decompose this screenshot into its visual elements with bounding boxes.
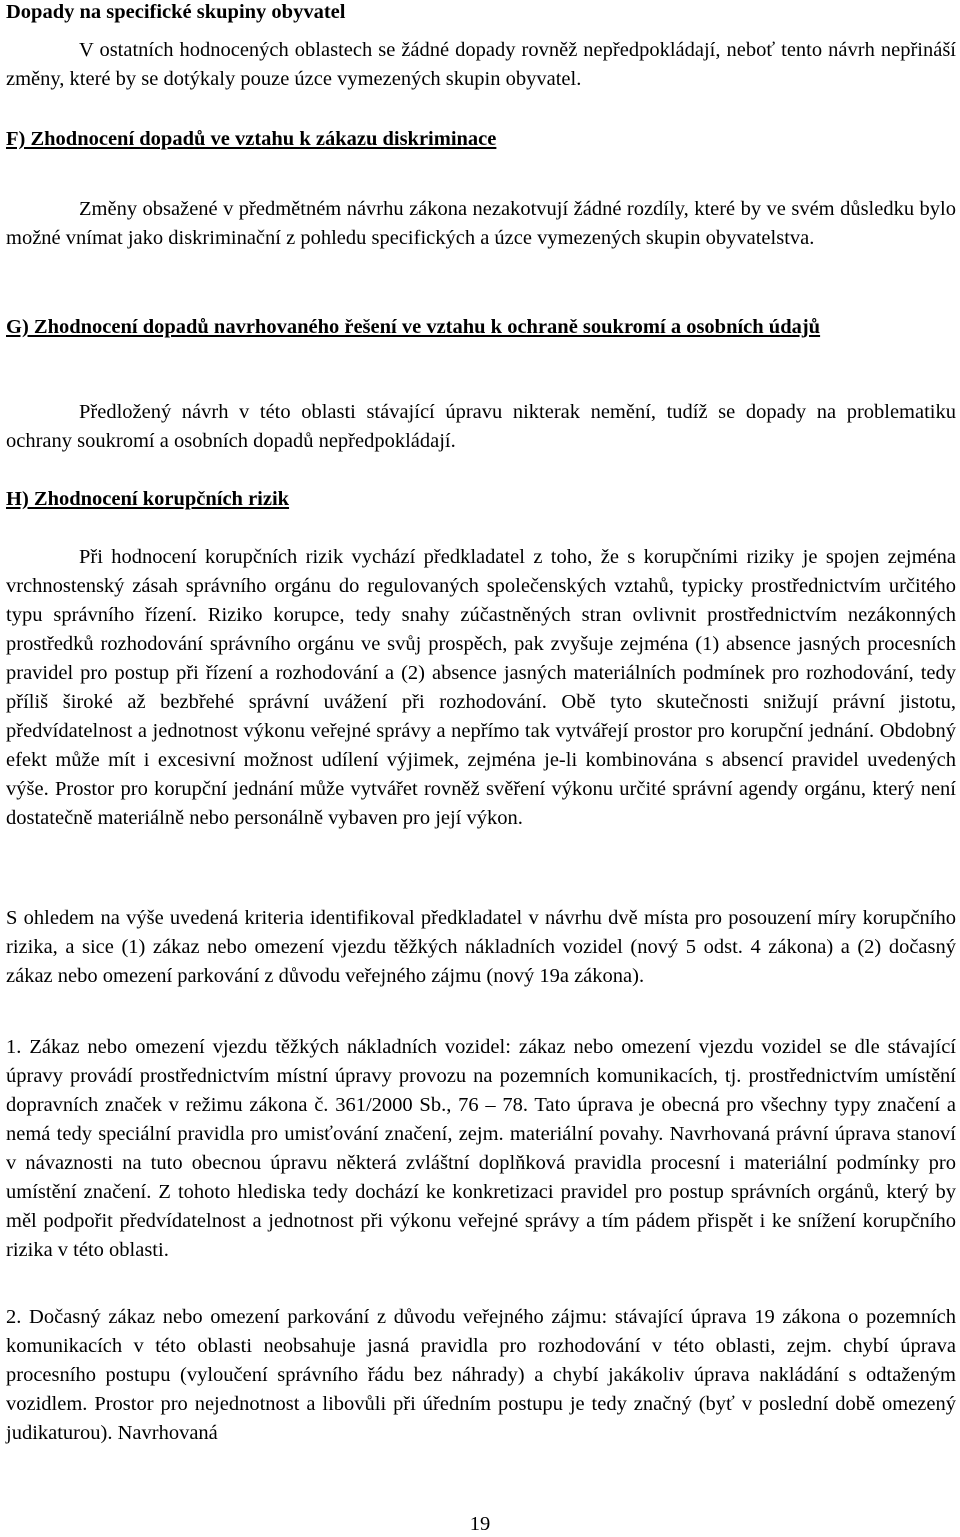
section-heading-discrimination: F) Zhodnocení dopadů ve vztahu k zákazu diskriminace [6,128,497,150]
paragraph-specific-groups: V ostatních hodnocených oblastech se žádné dopady rovněž nepředpokládají, neboť tento návrh nepřináší změny, které by se dotýkaly pouze úzce vymezených skupin obyvatel. [6,39,956,90]
paragraph-corruption-2: S ohledem na výše uvedená kriteria identifikoval předkladatel v návrhu dvě místa pro posouzení míry korupčního rizika, a sice (1) zákaz nebo omezení vjezdu těžkých nákladních vozidel (nový 5 odst. 4 zákona) a (2) dočasný zákaz nebo omezení parkování z důvodu veřejného zájmu (nový 19a zákona). [6,907,956,987]
paragraph-corruption-3: 1. Zákaz nebo omezení vjezdu těžkých nákladních vozidel: zákaz nebo omezení vjezdu vozidel se dle stávající úpravy provádí prostřednictvím místní úpravy provozu na pozemních komunikacích, tj. prostřednictvím umístění dopravních značek v režimu zákona č. 361/2000 Sb., 76 – 78. Tato úprava je obecná pro všechny typy značení a nemá tedy speciální pravidla pro umisťování značení, zejm. materiální povahy. Navrhovaná právní úprava stanoví v návaznosti na tuto obecnou úpravu některá zvláštní doplňková pravidla procesní i materiální podmínky pro umístění značení. Z tohoto hlediska tedy dochází ke konkretizaci pravidel pro postup správních orgánů, který by měl podpořit předvídatelnost a jednotnost při výkonu veřejné správy a tím pádem přispět i ke snížení korupčního rizika v této oblasti. [6,1036,956,1261]
section-heading-specific-groups: Dopady na specifické skupiny obyvatel [6,1,346,23]
paragraph-privacy: Předložený návrh v této oblasti stávající úpravu nikterak nemění, tudíž se dopady na problematiku ochrany soukromí a osobních dopadů nepředpokládají. [6,401,956,452]
paragraph-corruption-1: Při hodnocení korupčních rizik vychází předkladatel z toho, že s korupčními riziky je spojen zejména vrchnostenský zásah správního orgánu do regulovaných společenských vztahů, typicky prostřednictvím určitého typu správního řízení. Riziko korupce, tedy snahy zúčastněných stran ovlivnit prostřednictvím nezákonných prostředků rozhodování správního orgánu ve svůj prospěch, pak zvyšuje zejména (1) absence jasných procesních pravidel pro postup při řízení a rozhodování a (2) absence jasných materiálních podmínek pro rozhodování, tedy příliš široké až bezbřehé správní uvážení při rozhodování. Obě tyto skutečnosti snižují právní jistotu, předvídatelnost a jednotnost výkonu veřejné správy a nepřímo tak vytvářejí prostor pro korupční jednání. Obdobný efekt může mít i excesivní možnost udílení výjimek, zejména je-li kombinována s absencí pravidel uvedených výše. Prostor pro korupční jednání může vytvářet rovněž svěření výkonu určité správní agendy orgánu, který není dostatečně materiálně nebo personálně vybaven pro její výkon. [6,546,956,829]
paragraph-corruption-4: 2. Dočasný zákaz nebo omezení parkování z důvodu veřejného zájmu: stávající úprava 19 zákona o pozemních komunikacích v této oblasti neobsahuje jasná pravidla pro rozhodování v této oblasti, zejm. chybí úprava procesního postupu (vyloučení správního řádu bez náhrady) a chybí jakákoliv úprava nakládání s odtaženým vozidlem. Prostor pro nejednotnost a libovůli při úředním postupu je tedy značný (byť v poslední době omezený judikaturou). Navrhovaná [6,1306,956,1444]
section-heading-privacy: G) Zhodnocení dopadů navrhovaného řešení ve vztahu k ochraně soukromí a osobních údajů [6,316,821,338]
paragraph-discrimination: Změny obsažené v předmětném návrhu zákona nezakotvují žádné rozdíly, které by ve svém důsledku bylo možné vnímat jako diskriminační z pohledu specifických a úzce vymezených skupin obyvatelstva. [6,198,956,249]
section-heading-corruption: H) Zhodnocení korupčních rizik [6,488,290,510]
page-number: 19 [469,1513,491,1535]
